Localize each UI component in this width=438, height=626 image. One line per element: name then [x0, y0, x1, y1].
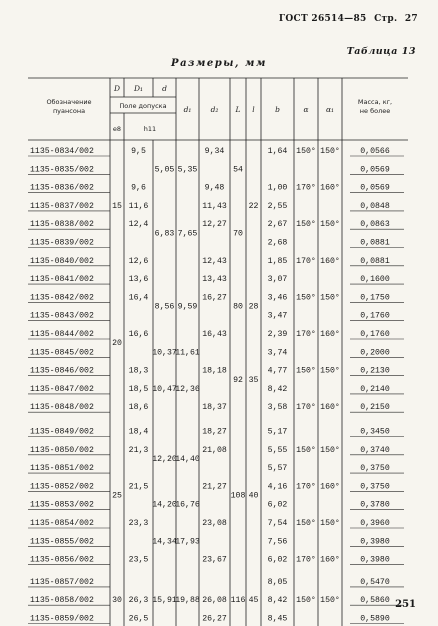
cell-b: 3,46 — [267, 293, 288, 303]
designation-header-line2: пуансона — [52, 107, 86, 115]
cell-mass: 0,0881 — [360, 256, 390, 266]
span-d1: 16,76 — [175, 500, 200, 510]
row-designation: 1135-0841/002 — [30, 275, 94, 285]
cell-b: 3,07 — [267, 275, 288, 285]
cell-b: 7,56 — [267, 537, 288, 547]
row-designation: 1135-0855/002 — [30, 537, 94, 547]
cell-a1: 150° — [320, 596, 340, 606]
cell-D1: 13,6 — [128, 275, 149, 285]
cell-mass: 0,3960 — [360, 519, 390, 528]
span-d: 14,20 — [152, 500, 177, 510]
cell-mass: 0,1760 — [360, 311, 390, 321]
cell-D1: 18,3 — [128, 366, 149, 376]
row-designation: 1135-0844/002 — [30, 330, 94, 339]
cell-b: 5,17 — [267, 427, 288, 437]
cell-b: 3,58 — [267, 403, 288, 413]
cell-a1: 150° — [320, 366, 340, 376]
cell-b: 6,02 — [267, 500, 288, 510]
cell-b: 1,64 — [267, 147, 288, 156]
cell-d2: 11,43 — [202, 201, 227, 211]
cell-a1: 160° — [320, 403, 340, 413]
cell-b: 8,42 — [267, 384, 288, 394]
cell-a: 170° — [296, 555, 316, 565]
cell-b: 6,02 — [267, 555, 288, 565]
cell-a1: 150° — [320, 519, 340, 528]
cell-mass: 0,2130 — [360, 366, 390, 376]
header-D1: D₁ — [133, 84, 144, 93]
span-D: 20 — [112, 339, 122, 349]
mass-header-line2: не более — [359, 107, 391, 115]
cell-D1: 16,4 — [128, 293, 149, 303]
row-designation: 1135-0845/002 — [30, 348, 94, 358]
span-D: 25 — [112, 491, 122, 501]
row-designation: 1135-0849/002 — [30, 427, 94, 437]
span-d: 14,34 — [152, 537, 177, 547]
cell-D1: 26,5 — [128, 614, 149, 624]
cell-mass: 0,3980 — [360, 555, 390, 565]
cell-a: 150° — [296, 445, 316, 455]
cell-mass: 0,1750 — [360, 293, 390, 303]
cell-mass: 0,3750 — [360, 482, 390, 492]
span-d1: 9,59 — [177, 302, 198, 312]
cell-d2: 18,18 — [202, 366, 227, 376]
span-l: 28 — [248, 302, 259, 312]
cell-mass: 0,3740 — [360, 445, 390, 455]
cell-a: 170° — [296, 482, 316, 492]
span-d1: 19,88 — [175, 596, 200, 606]
cell-b: 4,77 — [267, 366, 288, 376]
span-d1: 17,93 — [175, 537, 200, 547]
cell-a: 150° — [296, 596, 316, 606]
cell-mass: 0,0566 — [360, 147, 390, 156]
cell-D1: 18,4 — [128, 427, 149, 437]
span-L: 70 — [233, 229, 243, 239]
cell-d2: 18,27 — [202, 427, 227, 437]
cell-a1: 160° — [320, 555, 340, 565]
cell-mass: 0,0569 — [360, 183, 390, 193]
cell-d2: 16,43 — [202, 330, 227, 339]
span-D: 30 — [112, 596, 122, 606]
cell-b: 2,55 — [267, 201, 288, 211]
cell-D1: 9,6 — [131, 183, 146, 193]
row-designation: 1135-0848/002 — [30, 403, 94, 413]
span-d: 15,91 — [152, 596, 177, 606]
header-h11: h11 — [143, 125, 157, 133]
mass-header-line1: Масса, кг, — [357, 98, 393, 106]
cell-a: 170° — [296, 256, 316, 266]
span-d: 10,37 — [152, 348, 177, 358]
cell-mass: 0,1760 — [360, 330, 390, 339]
cell-b: 1,00 — [267, 183, 288, 193]
span-d1: 11,61 — [175, 348, 200, 358]
span-l: 45 — [248, 596, 259, 606]
cell-a: 150° — [296, 220, 316, 230]
row-designation: 1135-0839/002 — [30, 238, 94, 248]
row-designation: 1135-0854/002 — [30, 519, 94, 528]
cell-mass: 0,3780 — [360, 500, 390, 510]
cell-D1: 26,3 — [128, 596, 149, 606]
cell-d2: 21,27 — [202, 482, 227, 492]
row-designation: 1135-0851/002 — [30, 464, 94, 474]
row-designation: 1135-0857/002 — [30, 577, 94, 587]
cell-b: 4,16 — [267, 482, 288, 492]
header-page-number: 27 — [404, 14, 418, 24]
span-L: 116 — [230, 596, 246, 606]
header-b: b — [275, 105, 280, 114]
header-alpha1: α₁ — [325, 105, 335, 114]
cell-D1: 12,4 — [128, 220, 149, 230]
page-number: 251 — [395, 599, 416, 610]
cell-D1: 21,5 — [128, 482, 149, 492]
cell-mass: 0,0569 — [360, 165, 390, 175]
row-designation: 1135-0847/002 — [30, 384, 94, 394]
row-designation: 1135-0835/002 — [30, 165, 94, 175]
span-d: 6,83 — [154, 229, 175, 239]
cell-a: 150° — [296, 519, 316, 528]
cell-D1: 11,6 — [128, 201, 149, 211]
row-designation: 1135-0852/002 — [30, 482, 94, 492]
row-designation: 1135-0859/002 — [30, 614, 94, 624]
cell-mass: 0,0848 — [360, 201, 390, 211]
span-l: 40 — [248, 491, 259, 501]
cell-d2: 18,37 — [202, 403, 227, 413]
row-designation: 1135-0846/002 — [30, 366, 94, 376]
cell-d2: 23,67 — [202, 555, 227, 565]
cell-d2: 26,27 — [202, 614, 227, 624]
standard-code: ГОСТ 26514—85 — [278, 14, 367, 24]
page-label: Стр. — [374, 14, 398, 24]
span-d1: 12,36 — [175, 384, 200, 394]
header-e8: e8 — [112, 125, 122, 133]
cell-a: 150° — [296, 147, 316, 156]
cell-mass: 0,2150 — [360, 403, 390, 413]
cell-mass: 0,0881 — [360, 238, 390, 248]
cell-b: 8,45 — [267, 614, 288, 624]
span-L: 108 — [230, 491, 246, 501]
table-label: Таблица 13 — [346, 46, 416, 57]
cell-b: 2,39 — [267, 330, 288, 339]
cell-d2: 12,43 — [202, 256, 227, 266]
cell-b: 5,55 — [267, 445, 288, 455]
span-d1: 5,35 — [177, 165, 198, 175]
cell-mass: 0,2140 — [360, 384, 390, 394]
span-l: 22 — [248, 201, 259, 211]
cell-b: 3,74 — [267, 348, 288, 358]
header-d1: d₁ — [183, 105, 192, 114]
cell-d2: 26,08 — [202, 596, 227, 606]
row-designation: 1135-0842/002 — [30, 293, 94, 303]
row-designation: 1135-0850/002 — [30, 445, 94, 455]
cell-b: 8,05 — [267, 577, 288, 587]
span-L: 92 — [233, 375, 243, 385]
row-designation: 1135-0836/002 — [30, 183, 94, 193]
span-d: 8,56 — [154, 302, 175, 312]
header-d: d — [162, 84, 167, 93]
span-d: 10,47 — [152, 384, 177, 394]
cell-b: 5,57 — [267, 464, 288, 474]
cell-D1: 23,5 — [128, 555, 149, 565]
cell-d2: 12,27 — [202, 220, 227, 230]
designation-header-line1: Обозначение — [46, 98, 92, 106]
cell-mass: 0,3980 — [360, 537, 390, 547]
cell-d2: 9,48 — [204, 183, 225, 193]
row-designation: 1135-0858/002 — [30, 596, 94, 606]
span-L: 54 — [233, 165, 243, 175]
header-L: L — [235, 105, 241, 114]
cell-a1: 160° — [320, 256, 340, 266]
cell-a1: 150° — [320, 220, 340, 230]
span-D: 15 — [112, 201, 122, 211]
cell-b: 7,54 — [267, 519, 288, 528]
cell-b: 8,42 — [267, 596, 288, 606]
cell-D1: 12,6 — [128, 256, 149, 266]
cell-b: 1,85 — [267, 256, 288, 266]
cell-mass: 0,5470 — [360, 577, 390, 587]
table-title: Размеры, мм — [171, 58, 267, 69]
cell-d2: 13,43 — [202, 275, 227, 285]
row-designation: 1135-0843/002 — [30, 311, 94, 321]
span-d: 12,20 — [152, 454, 177, 464]
cell-a1: 160° — [320, 183, 340, 193]
cell-D1: 18,5 — [128, 384, 149, 394]
header-alpha: α — [303, 105, 309, 114]
cell-mass: 0,0863 — [360, 220, 390, 230]
span-l: 35 — [248, 375, 259, 385]
cell-mass: 0,5890 — [360, 614, 390, 624]
cell-a1: 150° — [320, 293, 340, 303]
cell-b: 3,47 — [267, 311, 288, 321]
row-designation: 1135-0856/002 — [30, 555, 94, 565]
cell-d2: 16,27 — [202, 293, 227, 303]
header-D: D — [113, 84, 121, 93]
header-l: l — [252, 105, 255, 114]
span-d1: 14,40 — [175, 454, 200, 464]
cell-a1: 150° — [320, 445, 340, 455]
cell-mass: 0,2000 — [360, 348, 390, 358]
cell-mass: 0,3750 — [360, 464, 390, 474]
row-designation: 1135-0837/002 — [30, 201, 94, 211]
row-designation: 1135-0840/002 — [30, 256, 94, 266]
cell-D1: 23,3 — [128, 519, 149, 528]
cell-b: 2,68 — [267, 238, 288, 248]
cell-a1: 150° — [320, 147, 340, 156]
cell-a: 170° — [296, 183, 316, 193]
cell-a: 150° — [296, 293, 316, 303]
row-designation: 1135-0834/002 — [30, 147, 94, 156]
cell-d2: 9,34 — [204, 147, 225, 156]
span-L: 80 — [233, 302, 243, 312]
span-d1: 7,65 — [177, 229, 198, 239]
cell-d2: 23,08 — [202, 519, 227, 528]
tolerance-field-header: Поле допуска — [119, 102, 167, 110]
cell-b: 2,67 — [267, 220, 288, 230]
row-designation: 1135-0853/002 — [30, 500, 94, 510]
cell-a: 170° — [296, 330, 316, 339]
cell-mass: 0,1600 — [360, 275, 390, 285]
cell-a1: 160° — [320, 330, 340, 339]
cell-D1: 9,5 — [131, 147, 146, 156]
cell-mass: 0,5860 — [360, 596, 390, 606]
row-designation: 1135-0838/002 — [30, 220, 94, 230]
cell-a: 150° — [296, 366, 316, 376]
span-d: 5,05 — [154, 165, 175, 175]
cell-d2: 21,08 — [202, 445, 227, 455]
cell-D1: 16,6 — [128, 330, 149, 339]
cell-mass: 0,3450 — [360, 427, 390, 437]
header-d2: d₂ — [210, 105, 219, 114]
cell-D1: 18,6 — [128, 403, 149, 413]
cell-a1: 160° — [320, 482, 340, 492]
cell-a: 170° — [296, 403, 316, 413]
cell-D1: 21,3 — [128, 445, 149, 455]
